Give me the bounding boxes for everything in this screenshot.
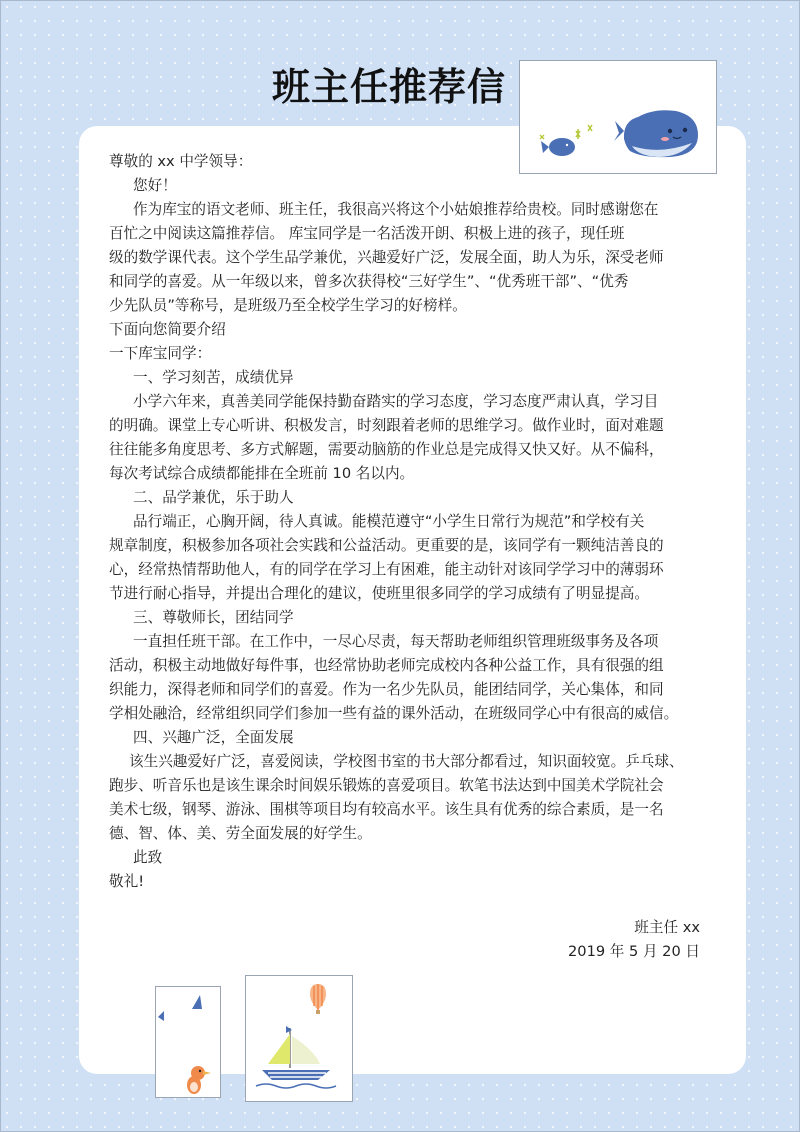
section-line: 德、智、体、美、劳全面发展的好学生。: [109, 825, 372, 842]
transition-line: 下面向您简要介绍: [109, 321, 226, 338]
transition-line: 一下库宝同学：: [109, 345, 212, 362]
section-line: 织能力，深得老师和同学们的喜爱。作为一名少先队员，能团结同学，关心集体，和同: [109, 681, 664, 698]
section-line: 小学六年来，真善美同学能保持勤奋踏实的学习态度，学习态度严肃认真，学习目: [133, 393, 659, 410]
section-line: 每次考试综合成绩都能排在全班前 10 名以内。: [109, 465, 415, 482]
section-line: 品行端正，心胸开阔，待人真诚。能模范遵守“小学生日常行为规范”和学校有关: [133, 513, 645, 530]
section-line: 心，经常热情帮助他人，有的同学在学习上有困难，能主动针对该同学学习中的薄弱环: [109, 561, 664, 578]
section-line: 往往能多角度思考、多方式解题，需要动脑筋的作业总是完成得又快又好。从不偏科，: [109, 441, 664, 458]
salutation: 尊敬的 xx 中学领导：: [109, 153, 253, 170]
greeting: 您好！: [133, 177, 177, 194]
section-line: 该生兴趣爱好广泛，喜爱阅读，学校图书室的书大部分都看过，知识面较宽。乒乓球、: [129, 753, 684, 770]
section-heading: 一、学习刻苦，成绩优异: [133, 369, 294, 386]
section-line: 节进行耐心指导，并提出合理化的建议，使班里很多同学的学习成绩有了明显提高。: [109, 585, 649, 602]
section-line: 的明确。课堂上专心听讲、积极发言，时刻跟着老师的思维学习。做作业时，面对难题: [109, 417, 664, 434]
intro-line: 少先队员”等称号，是班级乃至全校学生学习的好榜样。: [109, 297, 467, 314]
intro-line: 和同学的喜爱。从一年级以来，曾多次获得校“三好学生”、“优秀班干部”、“优秀: [109, 273, 629, 290]
section-line: 规章制度，积极参加各项社会实践和公益活动。更重要的是，该同学有一颗纯洁善良的: [109, 537, 664, 554]
closing: 此致: [133, 849, 163, 866]
bird-icon: [156, 987, 220, 1097]
letter-body: [109, 150, 709, 894]
signature-block: [500, 916, 700, 964]
section-heading: 三、尊敬师长，团结同学: [133, 609, 294, 626]
section-line: 学相处融洽，经常组织同学们参加一些有益的课外活动，在班级同学心中有很高的威信。: [109, 705, 679, 722]
section-line: 跑步、听音乐也是该生课余时间娱乐锻炼的喜爱项目。软笔书法达到中国美术学院社会: [109, 777, 664, 794]
section-line: 活动，积极主动地做好每件事，也经常协助老师完成校内各种公益工作，具有很强的组: [109, 657, 664, 674]
bird-illustration: [155, 986, 221, 1098]
sailboat-illustration: [245, 975, 353, 1102]
intro-line: 级的数学课代表。这个学生品学兼优，兴趣爱好广泛，发展全面，助人为乐，深受老师: [109, 249, 664, 266]
regards: 敬礼!: [109, 873, 145, 890]
signature: 班主任 xx: [634, 919, 700, 936]
date: 2019 年 5 月 20 日: [568, 943, 700, 960]
section-heading: 四、兴趣广泛，全面发展: [133, 729, 294, 746]
letter-title: 班主任推荐信: [272, 65, 507, 109]
intro-line: 作为库宝的语文老师、班主任，我很高兴将这个小姑娘推荐给贵校。同时感谢您在: [133, 201, 659, 218]
section-line: 美术七级，钢琴、游泳、围棋等项目均有较高水平。该生具有优秀的综合素质，是一名: [109, 801, 664, 818]
section-heading: 二、品学兼优，乐于助人: [133, 489, 294, 506]
intro-line: 百忙之中阅读这篇推荐信。 库宝同学是一名活泼开朗、积极上进的孩子，现任班: [109, 225, 625, 242]
section-line: 一直担任班干部。在工作中，一尽心尽责，每天帮助老师组织管理班级事务及各项: [133, 633, 659, 650]
sailboat-icon: [246, 976, 352, 1101]
